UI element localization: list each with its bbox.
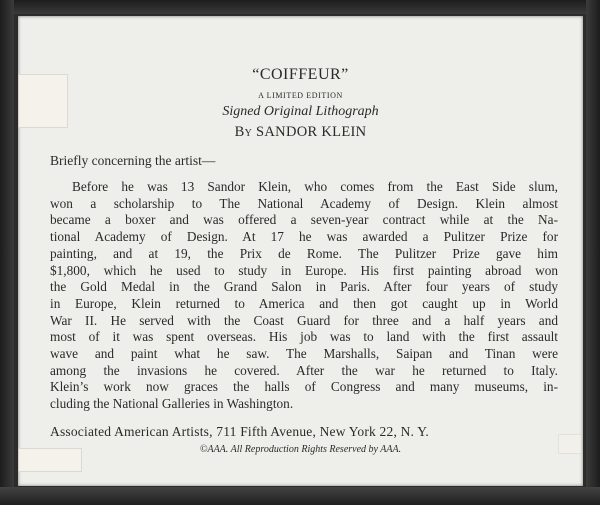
biography-line: among the invasions he covered. After the war he returned to Italy. <box>50 362 558 378</box>
artist-name: SANDOR KLEIN <box>256 124 367 140</box>
frame-bottom-edge <box>0 487 600 505</box>
biography-line: became a boxer and was offered a seven-year contract while at the Na- <box>50 212 558 228</box>
document-subtitle: Signed Original Lithograph <box>222 104 379 119</box>
edition-label: A LIMITED EDITION <box>258 91 343 100</box>
artist-byline <box>18 124 583 141</box>
intro-line: Briefly concerning the artist— <box>50 153 216 168</box>
biography-line: Klein’s work now graces the halls of Congress and many museums, in- <box>50 379 558 395</box>
biography-line: in Europe, Klein returned to America and then got caught up in World <box>50 295 558 311</box>
biography-line: $1,800, which he used to study in Europe. His first painting abroad won <box>50 262 558 278</box>
biography-line: wave and paint what he saw. The Marshalls, Saipan and Tinan were <box>50 346 558 362</box>
biography-line: painting, and at 19, the Prix de Rome. The Pulitzer Prize gave him <box>50 245 558 261</box>
artist-biography <box>50 179 558 413</box>
biography-line: cluding the National Galleries in Washington. <box>50 396 294 412</box>
rights-notice: ©AAA. All Reproduction Rights Reserved by AAA. <box>199 444 402 455</box>
frame-top-edge <box>0 0 600 14</box>
byline-by: By <box>234 124 253 140</box>
frame-right-edge <box>586 0 600 505</box>
biography-line: War II. He served with the Coast Guard for three and a half years and <box>50 312 558 328</box>
certificate-paper <box>18 16 583 486</box>
biography-line: won a scholarship to The National Academy of Design. Klein almost <box>50 195 558 211</box>
biography-line: the Gold Medal in the Grand Salon in Paris. After four years of study <box>50 279 558 295</box>
publisher-address: Associated American Artists, 711 Fifth Avenue, New York 22, N. Y. <box>50 424 429 439</box>
biography-line: Before he was 13 Sandor Klein, who comes from the East Side slum, <box>72 179 558 194</box>
frame-left-edge <box>0 0 14 505</box>
biography-line: tional Academy of Design. At 17 he was awarded a Pulitzer Prize for <box>50 229 558 245</box>
biography-line: most of it was spent overseas. His job was to land with the first assault <box>50 329 558 345</box>
document-title: “COIFFEUR” <box>252 66 349 83</box>
